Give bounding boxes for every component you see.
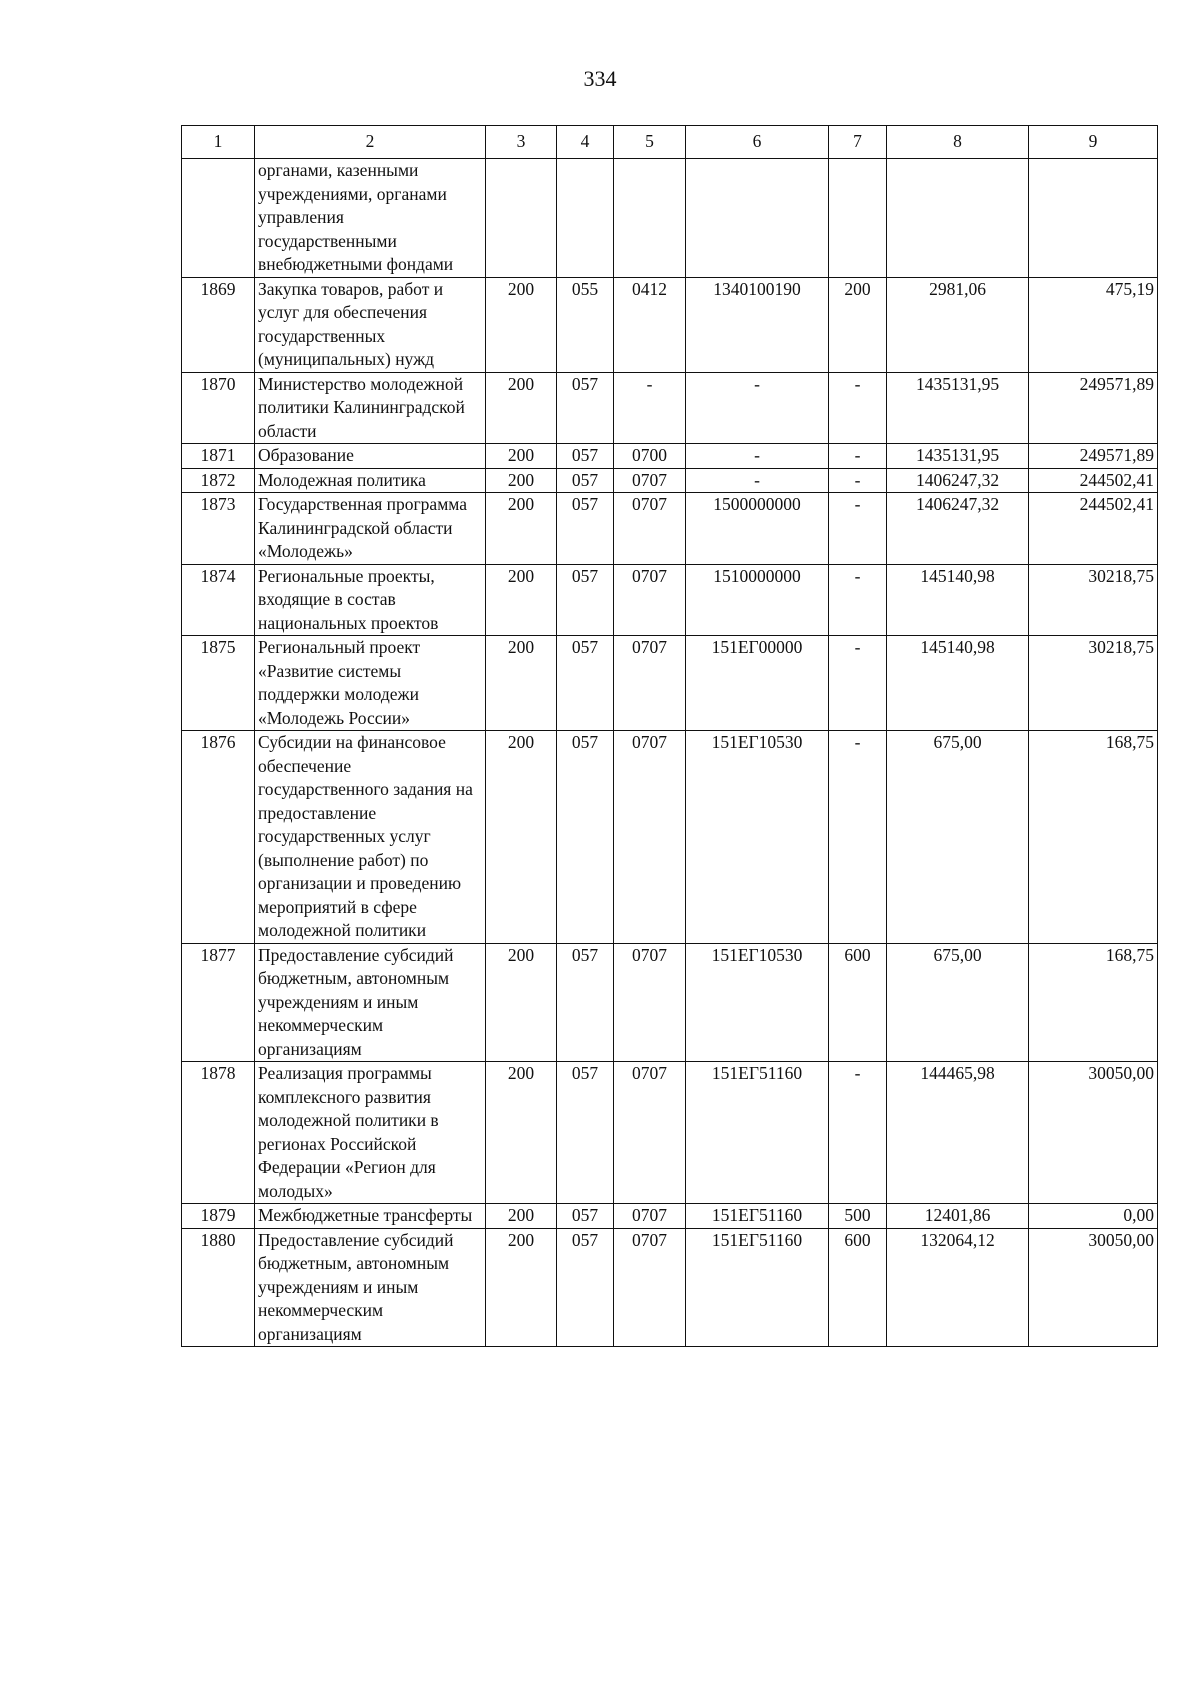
col-6-value: 1500000000: [686, 493, 829, 565]
col-7-value: -: [829, 493, 887, 565]
col-8-value: 132064,12: [887, 1228, 1029, 1347]
col-8-value: 144465,98: [887, 1062, 1029, 1204]
col-7-value: 200: [829, 277, 887, 372]
table-row: [182, 1228, 1158, 1347]
row-name: органами, казенными учреждениями, органами управления государственными внебюджетными фондами: [255, 159, 486, 278]
row-number: 1876: [182, 731, 255, 944]
col-8-value: [887, 159, 1029, 278]
col-3-value: 200: [486, 468, 557, 493]
page-number: 334: [583, 66, 617, 91]
col-5-value: 0707: [614, 564, 686, 636]
col-6-value: 1510000000: [686, 564, 829, 636]
header-cell-4: 4: [557, 126, 614, 159]
row-number: 1880: [182, 1228, 255, 1347]
row-number: 1874: [182, 564, 255, 636]
col-7-value: -: [829, 444, 887, 469]
row-name: Субсидии на финансовое обеспечение государственного задания на предоставление государственных услуг (выполнение работ) по организации и проведению мероприятий в сфере молодежной политики: [255, 731, 486, 944]
row-name: Министерство молодежной политики Калининградской области: [255, 372, 486, 444]
col-4-value: 057: [557, 372, 614, 444]
row-name: Предоставление субсидий бюджетным, автономным учреждениям и иным некоммерческим организациям: [255, 1228, 486, 1347]
col-8-value: 2981,06: [887, 277, 1029, 372]
col-7-value: 600: [829, 943, 887, 1062]
col-6-value: -: [686, 372, 829, 444]
col-4-value: 057: [557, 731, 614, 944]
col-4-value: 055: [557, 277, 614, 372]
col-5-value: 0707: [614, 636, 686, 731]
col-8-value: 675,00: [887, 943, 1029, 1062]
col-8-value: 1406247,32: [887, 493, 1029, 565]
header-cell-9: 9: [1029, 126, 1158, 159]
table-row: [182, 493, 1158, 565]
col-6-value: 151ЕГ00000: [686, 636, 829, 731]
col-4-value: 057: [557, 493, 614, 565]
col-6-value: 151ЕГ10530: [686, 943, 829, 1062]
col-8-value: 145140,98: [887, 636, 1029, 731]
row-name: Предоставление субсидий бюджетным, автономным учреждениям и иным некоммерческим организациям: [255, 943, 486, 1062]
row-number: 1873: [182, 493, 255, 565]
row-number: 1869: [182, 277, 255, 372]
header-cell-2: 2: [255, 126, 486, 159]
row-number: 1870: [182, 372, 255, 444]
table-row: [182, 444, 1158, 469]
col-3-value: 200: [486, 1062, 557, 1204]
col-9-value: 30218,75: [1029, 564, 1158, 636]
row-name: Межбюджетные трансферты: [255, 1204, 486, 1229]
col-6-value: 151ЕГ51160: [686, 1062, 829, 1204]
col-6-value: 151ЕГ10530: [686, 731, 829, 944]
row-name: Региональный проект «Развитие системы поддержки молодежи «Молодежь России»: [255, 636, 486, 731]
col-7-value: -: [829, 468, 887, 493]
col-6-value: 151ЕГ51160: [686, 1204, 829, 1229]
col-5-value: 0707: [614, 943, 686, 1062]
row-name: Реализация программы комплексного развития молодежной политики в регионах Российской Федерации «Регион для молодых»: [255, 1062, 486, 1204]
col-4-value: 057: [557, 564, 614, 636]
col-7-value: 600: [829, 1228, 887, 1347]
budget-table: [181, 125, 1158, 1347]
col-3-value: [486, 159, 557, 278]
col-3-value: 200: [486, 636, 557, 731]
table-row: [182, 636, 1158, 731]
table-row: [182, 277, 1158, 372]
header-cell-8: 8: [887, 126, 1029, 159]
col-9-value: 475,19: [1029, 277, 1158, 372]
row-number: 1877: [182, 943, 255, 1062]
col-7-value: -: [829, 372, 887, 444]
col-4-value: 057: [557, 1228, 614, 1347]
col-3-value: 200: [486, 444, 557, 469]
row-name: Образование: [255, 444, 486, 469]
col-3-value: 200: [486, 731, 557, 944]
row-number: 1879: [182, 1204, 255, 1229]
header-cell-5: 5: [614, 126, 686, 159]
col-8-value: 12401,86: [887, 1204, 1029, 1229]
col-4-value: 057: [557, 468, 614, 493]
col-5-value: 0707: [614, 493, 686, 565]
row-name: Молодежная политика: [255, 468, 486, 493]
table-row: [182, 1204, 1158, 1229]
row-name: Закупка товаров, работ и услуг для обеспечения государственных (муниципальных) нужд: [255, 277, 486, 372]
table-row: [182, 372, 1158, 444]
col-3-value: 200: [486, 277, 557, 372]
col-5-value: 0707: [614, 1204, 686, 1229]
header-cell-7: 7: [829, 126, 887, 159]
col-9-value: 244502,41: [1029, 493, 1158, 565]
col-8-value: 1406247,32: [887, 468, 1029, 493]
col-4-value: 057: [557, 1062, 614, 1204]
col-8-value: 145140,98: [887, 564, 1029, 636]
col-3-value: 200: [486, 1204, 557, 1229]
header-cell-3: 3: [486, 126, 557, 159]
col-5-value: -: [614, 372, 686, 444]
table-row: [182, 943, 1158, 1062]
col-7-value: -: [829, 1062, 887, 1204]
col-5-value: [614, 159, 686, 278]
row-number: 1878: [182, 1062, 255, 1204]
table-row: [182, 159, 1158, 278]
col-4-value: 057: [557, 943, 614, 1062]
col-7-value: -: [829, 636, 887, 731]
col-7-value: 500: [829, 1204, 887, 1229]
col-9-value: 0,00: [1029, 1204, 1158, 1229]
table-row: [182, 564, 1158, 636]
col-3-value: 200: [486, 1228, 557, 1347]
row-name: Государственная программа Калининградской области «Молодежь»: [255, 493, 486, 565]
col-6-value: 151ЕГ51160: [686, 1228, 829, 1347]
col-8-value: 1435131,95: [887, 444, 1029, 469]
table-row: [182, 731, 1158, 944]
col-6-value: -: [686, 468, 829, 493]
col-5-value: 0707: [614, 1228, 686, 1347]
col-9-value: 249571,89: [1029, 372, 1158, 444]
col-9-value: 244502,41: [1029, 468, 1158, 493]
col-3-value: 200: [486, 943, 557, 1062]
col-3-value: 200: [486, 493, 557, 565]
col-5-value: 0707: [614, 1062, 686, 1204]
col-9-value: [1029, 159, 1158, 278]
col-4-value: 057: [557, 444, 614, 469]
col-5-value: 0707: [614, 468, 686, 493]
table-row: [182, 1062, 1158, 1204]
col-9-value: 30050,00: [1029, 1062, 1158, 1204]
col-8-value: 1435131,95: [887, 372, 1029, 444]
col-7-value: -: [829, 564, 887, 636]
col-4-value: [557, 159, 614, 278]
header-cell-6: 6: [686, 126, 829, 159]
row-name: Региональные проекты, входящие в состав национальных проектов: [255, 564, 486, 636]
col-9-value: 30050,00: [1029, 1228, 1158, 1347]
col-7-value: -: [829, 731, 887, 944]
col-7-value: [829, 159, 887, 278]
col-9-value: 249571,89: [1029, 444, 1158, 469]
col-9-value: 168,75: [1029, 943, 1158, 1062]
col-3-value: 200: [486, 372, 557, 444]
col-4-value: 057: [557, 636, 614, 731]
col-6-value: -: [686, 444, 829, 469]
col-5-value: 0412: [614, 277, 686, 372]
table-row: [182, 468, 1158, 493]
col-5-value: 0707: [614, 731, 686, 944]
col-9-value: 168,75: [1029, 731, 1158, 944]
col-8-value: 675,00: [887, 731, 1029, 944]
header-cell-1: 1: [182, 126, 255, 159]
header-row: [182, 126, 1158, 159]
row-number: 1871: [182, 444, 255, 469]
row-number: 1875: [182, 636, 255, 731]
col-6-value: [686, 159, 829, 278]
col-6-value: 1340100190: [686, 277, 829, 372]
col-3-value: 200: [486, 564, 557, 636]
row-number: 1872: [182, 468, 255, 493]
col-4-value: 057: [557, 1204, 614, 1229]
row-number: [182, 159, 255, 278]
col-9-value: 30218,75: [1029, 636, 1158, 731]
col-5-value: 0700: [614, 444, 686, 469]
